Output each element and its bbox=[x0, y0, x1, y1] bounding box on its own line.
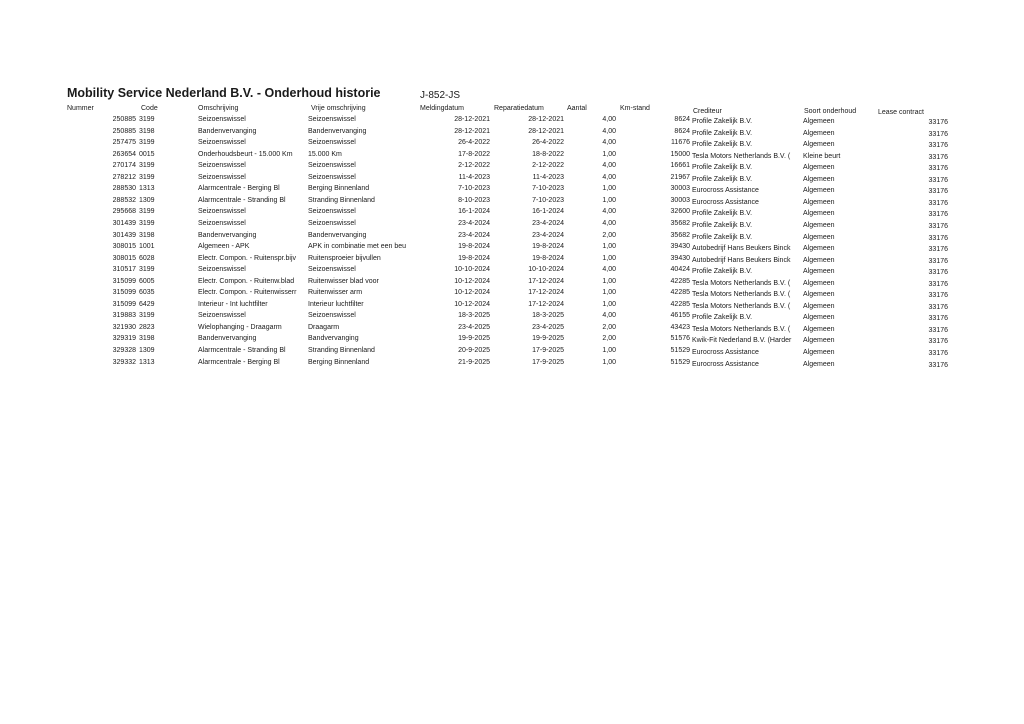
cell-code: 6005 bbox=[139, 277, 155, 285]
cell-nummer: 308015 bbox=[112, 243, 136, 251]
header-nummer: Nummer bbox=[67, 105, 94, 112]
cell-soort-onderhoud: Algemeen bbox=[803, 360, 835, 368]
cell-meldingdatum: 18-3-2025 bbox=[458, 312, 490, 320]
cell-code: 3198 bbox=[139, 231, 155, 239]
cell-lease-contract: 33176 bbox=[928, 119, 948, 126]
cell-km-stand: 51529 bbox=[670, 358, 690, 366]
cell-km-stand: 15000 bbox=[670, 150, 690, 158]
cell-crediteur: Tesla Motors Netherlands B.V. ( bbox=[692, 291, 791, 299]
cell-meldingdatum: 8-10-2023 bbox=[458, 196, 490, 204]
cell-aantal: 4,00 bbox=[602, 208, 616, 216]
cell-lease-contract: 33176 bbox=[928, 315, 948, 323]
cell-vrije-omschrijving: Ruitensproeier bijvullen bbox=[308, 254, 381, 262]
cell-reparatiedatum: 23-4-2024 bbox=[532, 219, 564, 227]
cell-aantal: 4,00 bbox=[602, 139, 616, 147]
cell-nummer: 295668 bbox=[112, 208, 136, 216]
table-row bbox=[0, 276, 1024, 288]
cell-lease-contract: 33176 bbox=[928, 257, 948, 265]
cell-nummer: 319883 bbox=[112, 312, 136, 320]
cell-reparatiedatum: 19-9-2025 bbox=[532, 335, 564, 343]
cell-meldingdatum: 16-1-2024 bbox=[458, 208, 490, 216]
cell-lease-contract: 33176 bbox=[928, 292, 948, 300]
cell-nummer: 315099 bbox=[112, 300, 136, 308]
cell-soort-onderhoud: Algemeen bbox=[803, 325, 835, 333]
cell-soort-onderhoud: Algemeen bbox=[803, 210, 835, 218]
cell-aantal: 4,00 bbox=[602, 266, 616, 274]
table-row bbox=[0, 253, 1024, 265]
cell-reparatiedatum: 2-12-2022 bbox=[532, 162, 564, 170]
cell-reparatiedatum: 17-12-2024 bbox=[528, 300, 564, 308]
table-row bbox=[0, 333, 1024, 345]
cell-lease-contract: 33176 bbox=[928, 350, 948, 357]
cell-crediteur: Profile Zakelijk B.V. bbox=[692, 233, 753, 241]
cell-lease-contract: 33176 bbox=[928, 303, 948, 311]
cell-lease-contract: 33176 bbox=[928, 130, 948, 138]
cell-omschrijving: Bandenvervanging bbox=[198, 127, 257, 135]
cell-reparatiedatum: 23-4-2025 bbox=[532, 323, 564, 331]
cell-omschrijving: Wielophanging - Draagarm bbox=[198, 323, 282, 331]
cell-code: 3199 bbox=[139, 139, 155, 147]
document-title: Mobility Service Nederland B.V. - Onderhoud historie bbox=[67, 86, 381, 100]
cell-vrije-omschrijving: Ruitenwisser arm bbox=[308, 289, 363, 297]
cell-aantal: 1,00 bbox=[602, 289, 616, 297]
cell-vrije-omschrijving: Seizoenswissel bbox=[308, 312, 356, 320]
table-row bbox=[0, 137, 1024, 149]
cell-km-stand: 42285 bbox=[670, 277, 690, 285]
cell-reparatiedatum: 17-9-2025 bbox=[532, 347, 564, 354]
table-row bbox=[0, 183, 1024, 195]
cell-crediteur: Profile Zakelijk B.V. bbox=[692, 314, 753, 322]
cell-meldingdatum: 19-8-2024 bbox=[458, 243, 490, 251]
cell-omschrijving: Bandenvervanging bbox=[198, 231, 257, 239]
cell-meldingdatum: 10-10-2024 bbox=[454, 266, 490, 274]
cell-km-stand: 51576 bbox=[670, 335, 690, 343]
cell-crediteur: Profile Zakelijk B.V. bbox=[692, 175, 753, 183]
cell-meldingdatum: 19-8-2024 bbox=[458, 254, 490, 262]
cell-aantal: 2,00 bbox=[602, 323, 616, 331]
cell-vrije-omschrijving: Seizoenswissel bbox=[308, 173, 356, 181]
cell-nummer: 263654 bbox=[112, 150, 136, 158]
cell-soort-onderhoud: Algemeen bbox=[803, 279, 835, 287]
header-lease-contract: Lease contract bbox=[878, 109, 924, 116]
cell-nummer: 310517 bbox=[112, 266, 136, 274]
header-meldingdatum: Meldingdatum bbox=[420, 105, 464, 112]
cell-code: 3199 bbox=[139, 219, 155, 227]
cell-code: 3198 bbox=[139, 127, 155, 135]
cell-aantal: 4,00 bbox=[602, 127, 616, 135]
cell-aantal: 1,00 bbox=[602, 347, 616, 354]
cell-code: 1313 bbox=[139, 185, 155, 193]
cell-code: 3199 bbox=[139, 312, 155, 320]
cell-lease-contract: 33176 bbox=[928, 176, 948, 184]
cell-crediteur: Eurocross Assistance bbox=[692, 187, 759, 195]
table-row bbox=[0, 241, 1024, 253]
cell-lease-contract: 33176 bbox=[928, 222, 948, 230]
cell-nummer: 308015 bbox=[112, 254, 136, 262]
cell-reparatiedatum: 26-4-2022 bbox=[532, 139, 564, 147]
cell-reparatiedatum: 17-12-2024 bbox=[528, 289, 564, 297]
cell-lease-contract: 33176 bbox=[928, 211, 948, 219]
cell-omschrijving: Electr. Compon. - Ruitenw.blad bbox=[198, 277, 295, 285]
cell-crediteur: Eurocross Assistance bbox=[692, 360, 759, 368]
cell-meldingdatum: 23-4-2025 bbox=[458, 323, 490, 331]
cell-soort-onderhoud: Algemeen bbox=[803, 256, 835, 264]
cell-omschrijving: Alarmcentrale - Stranding Bl bbox=[198, 196, 286, 204]
cell-km-stand: 43423 bbox=[670, 323, 690, 331]
cell-aantal: 2,00 bbox=[602, 231, 616, 239]
cell-soort-onderhoud: Algemeen bbox=[803, 221, 835, 229]
cell-aantal: 4,00 bbox=[602, 173, 616, 181]
cell-nummer: 301439 bbox=[112, 231, 136, 239]
cell-aantal: 1,00 bbox=[602, 358, 616, 366]
cell-code: 3199 bbox=[139, 162, 155, 170]
table-row bbox=[0, 149, 1024, 161]
table-row bbox=[0, 310, 1024, 322]
cell-lease-contract: 33176 bbox=[928, 246, 948, 254]
cell-crediteur: Profile Zakelijk B.V. bbox=[692, 268, 753, 276]
cell-soort-onderhoud: Algemeen bbox=[803, 349, 835, 356]
cell-aantal: 4,00 bbox=[602, 312, 616, 320]
cell-omschrijving: Bandenvervanging bbox=[198, 335, 257, 343]
cell-soort-onderhoud: Algemeen bbox=[803, 118, 835, 125]
cell-soort-onderhoud: Algemeen bbox=[803, 187, 835, 195]
cell-omschrijving: Alarmcentrale - Berging Bl bbox=[198, 185, 280, 193]
cell-omschrijving: Seizoenswissel bbox=[198, 162, 246, 170]
cell-code: 3199 bbox=[139, 208, 155, 216]
cell-lease-contract: 33176 bbox=[928, 142, 948, 150]
cell-reparatiedatum: 18-8-2022 bbox=[532, 150, 564, 158]
cell-km-stand: 51529 bbox=[670, 347, 690, 354]
cell-crediteur: Eurocross Assistance bbox=[692, 349, 759, 356]
cell-vrije-omschrijving: Bandvervanging bbox=[308, 335, 359, 343]
table-row bbox=[0, 345, 1024, 357]
table-row bbox=[0, 299, 1024, 311]
cell-reparatiedatum: 7-10-2023 bbox=[532, 185, 564, 193]
cell-nummer: 315099 bbox=[112, 289, 136, 297]
header-omschrijving: Omschrijving bbox=[198, 105, 239, 112]
cell-reparatiedatum: 28-12-2021 bbox=[528, 116, 564, 123]
cell-omschrijving: Electr. Compon. - Ruitenspr.bijv bbox=[198, 254, 297, 262]
cell-lease-contract: 33176 bbox=[928, 280, 948, 288]
cell-code: 3198 bbox=[139, 335, 155, 343]
cell-aantal: 4,00 bbox=[602, 219, 616, 227]
cell-code: 3199 bbox=[139, 266, 155, 274]
table-row bbox=[0, 172, 1024, 184]
cell-vrije-omschrijving: Berging Binnenland bbox=[308, 185, 370, 193]
cell-crediteur: Profile Zakelijk B.V. bbox=[692, 221, 753, 229]
cell-km-stand: 30003 bbox=[670, 185, 690, 193]
cell-crediteur: Tesla Motors Netherlands B.V. ( bbox=[692, 325, 791, 333]
cell-meldingdatum: 2-12-2022 bbox=[458, 162, 490, 170]
header-soort-onderhoud: Soort onderhoud bbox=[804, 108, 857, 115]
cell-lease-contract: 33176 bbox=[928, 234, 948, 242]
cell-code: 6035 bbox=[139, 289, 155, 297]
header-vrije-omschrijving: Vrije omschrijving bbox=[311, 105, 366, 112]
cell-soort-onderhoud: Algemeen bbox=[803, 245, 835, 253]
table-row bbox=[0, 230, 1024, 242]
cell-code: 6429 bbox=[139, 300, 155, 308]
cell-aantal: 1,00 bbox=[602, 196, 616, 204]
cell-code: 3199 bbox=[139, 116, 155, 123]
cell-reparatiedatum: 11-4-2023 bbox=[532, 173, 564, 181]
cell-km-stand: 39430 bbox=[670, 254, 690, 262]
header-km-stand: Km-stand bbox=[620, 105, 650, 112]
cell-meldingdatum: 28-12-2021 bbox=[454, 116, 490, 123]
cell-code: 3199 bbox=[139, 173, 155, 181]
table-row bbox=[0, 206, 1024, 218]
cell-vrije-omschrijving: Draagarm bbox=[308, 323, 340, 331]
cell-km-stand: 16661 bbox=[670, 162, 690, 170]
cell-km-stand: 46155 bbox=[670, 312, 690, 320]
cell-nummer: 288532 bbox=[112, 196, 136, 204]
cell-code: 1309 bbox=[139, 196, 155, 204]
cell-reparatiedatum: 19-8-2024 bbox=[532, 243, 564, 251]
cell-soort-onderhoud: Algemeen bbox=[803, 314, 835, 322]
header-aantal: Aantal bbox=[567, 105, 587, 112]
cell-omschrijving: Seizoenswissel bbox=[198, 219, 246, 227]
cell-nummer: 329332 bbox=[112, 358, 136, 366]
cell-km-stand: 42285 bbox=[670, 289, 690, 297]
cell-vrije-omschrijving: Seizoenswissel bbox=[308, 208, 356, 216]
cell-code: 2823 bbox=[139, 323, 155, 331]
cell-soort-onderhoud: Algemeen bbox=[803, 198, 835, 206]
cell-crediteur: Tesla Motors Netherlands B.V. ( bbox=[692, 152, 791, 160]
cell-vrije-omschrijving: Interieur luchtfilter bbox=[308, 300, 364, 308]
cell-vrije-omschrijving: Seizoenswissel bbox=[308, 139, 356, 147]
cell-nummer: 329319 bbox=[112, 335, 136, 343]
cell-km-stand: 8624 bbox=[674, 127, 690, 135]
cell-crediteur: Profile Zakelijk B.V. bbox=[692, 164, 753, 172]
cell-km-stand: 30003 bbox=[670, 196, 690, 204]
cell-nummer: 270174 bbox=[112, 162, 136, 170]
cell-soort-onderhoud: Algemeen bbox=[803, 268, 835, 276]
cell-meldingdatum: 10-12-2024 bbox=[454, 277, 490, 285]
cell-omschrijving: Algemeen - APK bbox=[198, 243, 250, 251]
cell-omschrijving: Seizoenswissel bbox=[198, 116, 246, 123]
cell-lease-contract: 33176 bbox=[928, 199, 948, 207]
cell-km-stand: 42285 bbox=[670, 300, 690, 308]
cell-omschrijving: Seizoenswissel bbox=[198, 312, 246, 320]
table-row bbox=[0, 322, 1024, 334]
cell-soort-onderhoud: Algemeen bbox=[803, 129, 835, 137]
cell-vrije-omschrijving: Ruitenwisser blad voor bbox=[308, 277, 379, 285]
cell-vrije-omschrijving: Seizoenswissel bbox=[308, 266, 356, 274]
cell-omschrijving: Seizoenswissel bbox=[198, 139, 246, 147]
cell-meldingdatum: 11-4-2023 bbox=[458, 173, 490, 181]
cell-km-stand: 40424 bbox=[670, 266, 690, 274]
cell-nummer: 315099 bbox=[112, 277, 136, 285]
cell-reparatiedatum: 23-4-2024 bbox=[532, 231, 564, 239]
cell-crediteur: Autobedrijf Hans Beukers Binck bbox=[692, 245, 791, 253]
cell-soort-onderhoud: Algemeen bbox=[803, 141, 835, 149]
cell-meldingdatum: 10-12-2024 bbox=[454, 289, 490, 297]
cell-lease-contract: 33176 bbox=[928, 188, 948, 196]
cell-soort-onderhoud: Algemeen bbox=[803, 337, 835, 345]
cell-soort-onderhoud: Algemeen bbox=[803, 291, 835, 299]
cell-reparatiedatum: 18-3-2025 bbox=[532, 312, 564, 320]
table-row bbox=[0, 160, 1024, 172]
cell-aantal: 1,00 bbox=[602, 277, 616, 285]
cell-lease-contract: 33176 bbox=[928, 269, 948, 277]
table-row bbox=[0, 218, 1024, 230]
cell-aantal: 4,00 bbox=[602, 162, 616, 170]
cell-lease-contract: 33176 bbox=[928, 361, 948, 369]
cell-crediteur: Profile Zakelijk B.V. bbox=[692, 210, 753, 218]
cell-meldingdatum: 10-12-2024 bbox=[454, 300, 490, 308]
cell-vrije-omschrijving: Stranding Binnenland bbox=[308, 347, 375, 354]
cell-vrije-omschrijving: Seizoenswissel bbox=[308, 116, 356, 123]
table-row bbox=[0, 114, 1024, 126]
cell-code: 1309 bbox=[139, 347, 155, 354]
cell-vrije-omschrijving: Seizoenswissel bbox=[308, 162, 356, 170]
cell-km-stand: 35682 bbox=[670, 219, 690, 227]
cell-nummer: 321930 bbox=[112, 323, 136, 331]
cell-lease-contract: 33176 bbox=[928, 165, 948, 173]
cell-reparatiedatum: 17-9-2025 bbox=[532, 358, 564, 366]
cell-nummer: 329328 bbox=[112, 347, 136, 354]
cell-reparatiedatum: 28-12-2021 bbox=[528, 127, 564, 135]
cell-soort-onderhoud: Kleine beurt bbox=[803, 152, 841, 160]
cell-vrije-omschrijving: Bandenvervanging bbox=[308, 231, 367, 239]
cell-crediteur: Tesla Motors Netherlands B.V. ( bbox=[692, 279, 791, 287]
cell-meldingdatum: 7-10-2023 bbox=[458, 185, 490, 193]
cell-km-stand: 8624 bbox=[674, 116, 690, 123]
cell-reparatiedatum: 16-1-2024 bbox=[532, 208, 564, 216]
cell-nummer: 250885 bbox=[112, 116, 136, 123]
cell-crediteur: Profile Zakelijk B.V. bbox=[692, 141, 753, 149]
table-row bbox=[0, 126, 1024, 138]
cell-vrije-omschrijving: Berging Binnenland bbox=[308, 358, 370, 366]
cell-vrije-omschrijving: APK in combinatie met een beu bbox=[308, 243, 407, 251]
cell-km-stand: 32600 bbox=[670, 208, 690, 216]
cell-lease-contract: 33176 bbox=[928, 326, 948, 334]
header-reparatiedatum: Reparatiedatum bbox=[494, 105, 544, 112]
cell-km-stand: 35682 bbox=[670, 231, 690, 239]
cell-omschrijving: Seizoenswissel bbox=[198, 173, 246, 181]
cell-crediteur: Kwik-Fit Nederland B.V. (Harder bbox=[692, 337, 792, 345]
cell-omschrijving: Electr. Compon. - Ruitenwisserr bbox=[198, 289, 297, 297]
cell-aantal: 2,00 bbox=[602, 335, 616, 343]
cell-nummer: 257475 bbox=[112, 139, 136, 147]
cell-crediteur: Eurocross Assistance bbox=[692, 198, 759, 206]
cell-soort-onderhoud: Algemeen bbox=[803, 175, 835, 183]
cell-omschrijving: Alarmcentrale - Berging Bl bbox=[198, 358, 280, 366]
cell-meldingdatum: 23-4-2024 bbox=[458, 231, 490, 239]
cell-meldingdatum: 28-12-2021 bbox=[454, 127, 490, 135]
cell-vrije-omschrijving: Stranding Binnenland bbox=[308, 196, 375, 204]
cell-omschrijving: Seizoenswissel bbox=[198, 208, 246, 216]
cell-nummer: 250885 bbox=[112, 127, 136, 135]
cell-meldingdatum: 19-9-2025 bbox=[458, 335, 490, 343]
cell-vrije-omschrijving: Bandenvervanging bbox=[308, 127, 367, 135]
cell-lease-contract: 33176 bbox=[928, 338, 948, 346]
cell-crediteur: Profile Zakelijk B.V. bbox=[692, 118, 753, 125]
cell-reparatiedatum: 10-10-2024 bbox=[528, 266, 564, 274]
cell-omschrijving: Interieur - Int luchtfilter bbox=[198, 300, 268, 308]
cell-omschrijving: Alarmcentrale - Stranding Bl bbox=[198, 347, 286, 354]
header-code: Code bbox=[141, 105, 158, 112]
cell-code: 1001 bbox=[139, 243, 155, 251]
cell-aantal: 1,00 bbox=[602, 150, 616, 158]
cell-soort-onderhoud: Algemeen bbox=[803, 302, 835, 310]
cell-reparatiedatum: 17-12-2024 bbox=[528, 277, 564, 285]
cell-nummer: 288530 bbox=[112, 185, 136, 193]
cell-reparatiedatum: 19-8-2024 bbox=[532, 254, 564, 262]
cell-km-stand: 11676 bbox=[671, 139, 690, 147]
cell-crediteur: Profile Zakelijk B.V. bbox=[692, 129, 753, 137]
cell-meldingdatum: 21-9-2025 bbox=[458, 358, 490, 366]
cell-omschrijving: Onderhoudsbeurt - 15.000 Km bbox=[198, 150, 293, 158]
cell-km-stand: 39430 bbox=[670, 243, 690, 251]
cell-code: 0015 bbox=[139, 150, 155, 158]
cell-aantal: 4,00 bbox=[602, 116, 616, 123]
cell-crediteur: Tesla Motors Netherlands B.V. ( bbox=[692, 302, 791, 310]
cell-aantal: 1,00 bbox=[602, 185, 616, 193]
cell-vrije-omschrijving: 15.000 Km bbox=[308, 150, 342, 158]
cell-meldingdatum: 23-4-2024 bbox=[458, 219, 490, 227]
cell-meldingdatum: 26-4-2022 bbox=[458, 139, 490, 147]
table-row bbox=[0, 357, 1024, 369]
cell-soort-onderhoud: Algemeen bbox=[803, 233, 835, 241]
cell-aantal: 1,00 bbox=[602, 243, 616, 251]
cell-soort-onderhoud: Algemeen bbox=[803, 164, 835, 172]
cell-vrije-omschrijving: Seizoenswissel bbox=[308, 219, 356, 227]
cell-code: 6028 bbox=[139, 254, 155, 262]
cell-omschrijving: Seizoenswissel bbox=[198, 266, 246, 274]
cell-nummer: 278212 bbox=[112, 173, 136, 181]
cell-meldingdatum: 17-8-2022 bbox=[458, 150, 490, 158]
cell-km-stand: 21967 bbox=[670, 173, 690, 181]
cell-aantal: 1,00 bbox=[602, 300, 616, 308]
header-crediteur: Crediteur bbox=[693, 108, 722, 115]
cell-meldingdatum: 20-9-2025 bbox=[458, 347, 490, 354]
cell-lease-contract: 33176 bbox=[928, 153, 948, 161]
cell-reparatiedatum: 7-10-2023 bbox=[532, 196, 564, 204]
cell-aantal: 1,00 bbox=[602, 254, 616, 262]
cell-nummer: 301439 bbox=[112, 219, 136, 227]
cell-code: 1313 bbox=[139, 358, 155, 366]
table-row bbox=[0, 264, 1024, 276]
cell-crediteur: Autobedrijf Hans Beukers Binck bbox=[692, 256, 791, 264]
table-row bbox=[0, 195, 1024, 207]
license-plate: J-852-JS bbox=[420, 90, 461, 101]
table-row bbox=[0, 287, 1024, 299]
